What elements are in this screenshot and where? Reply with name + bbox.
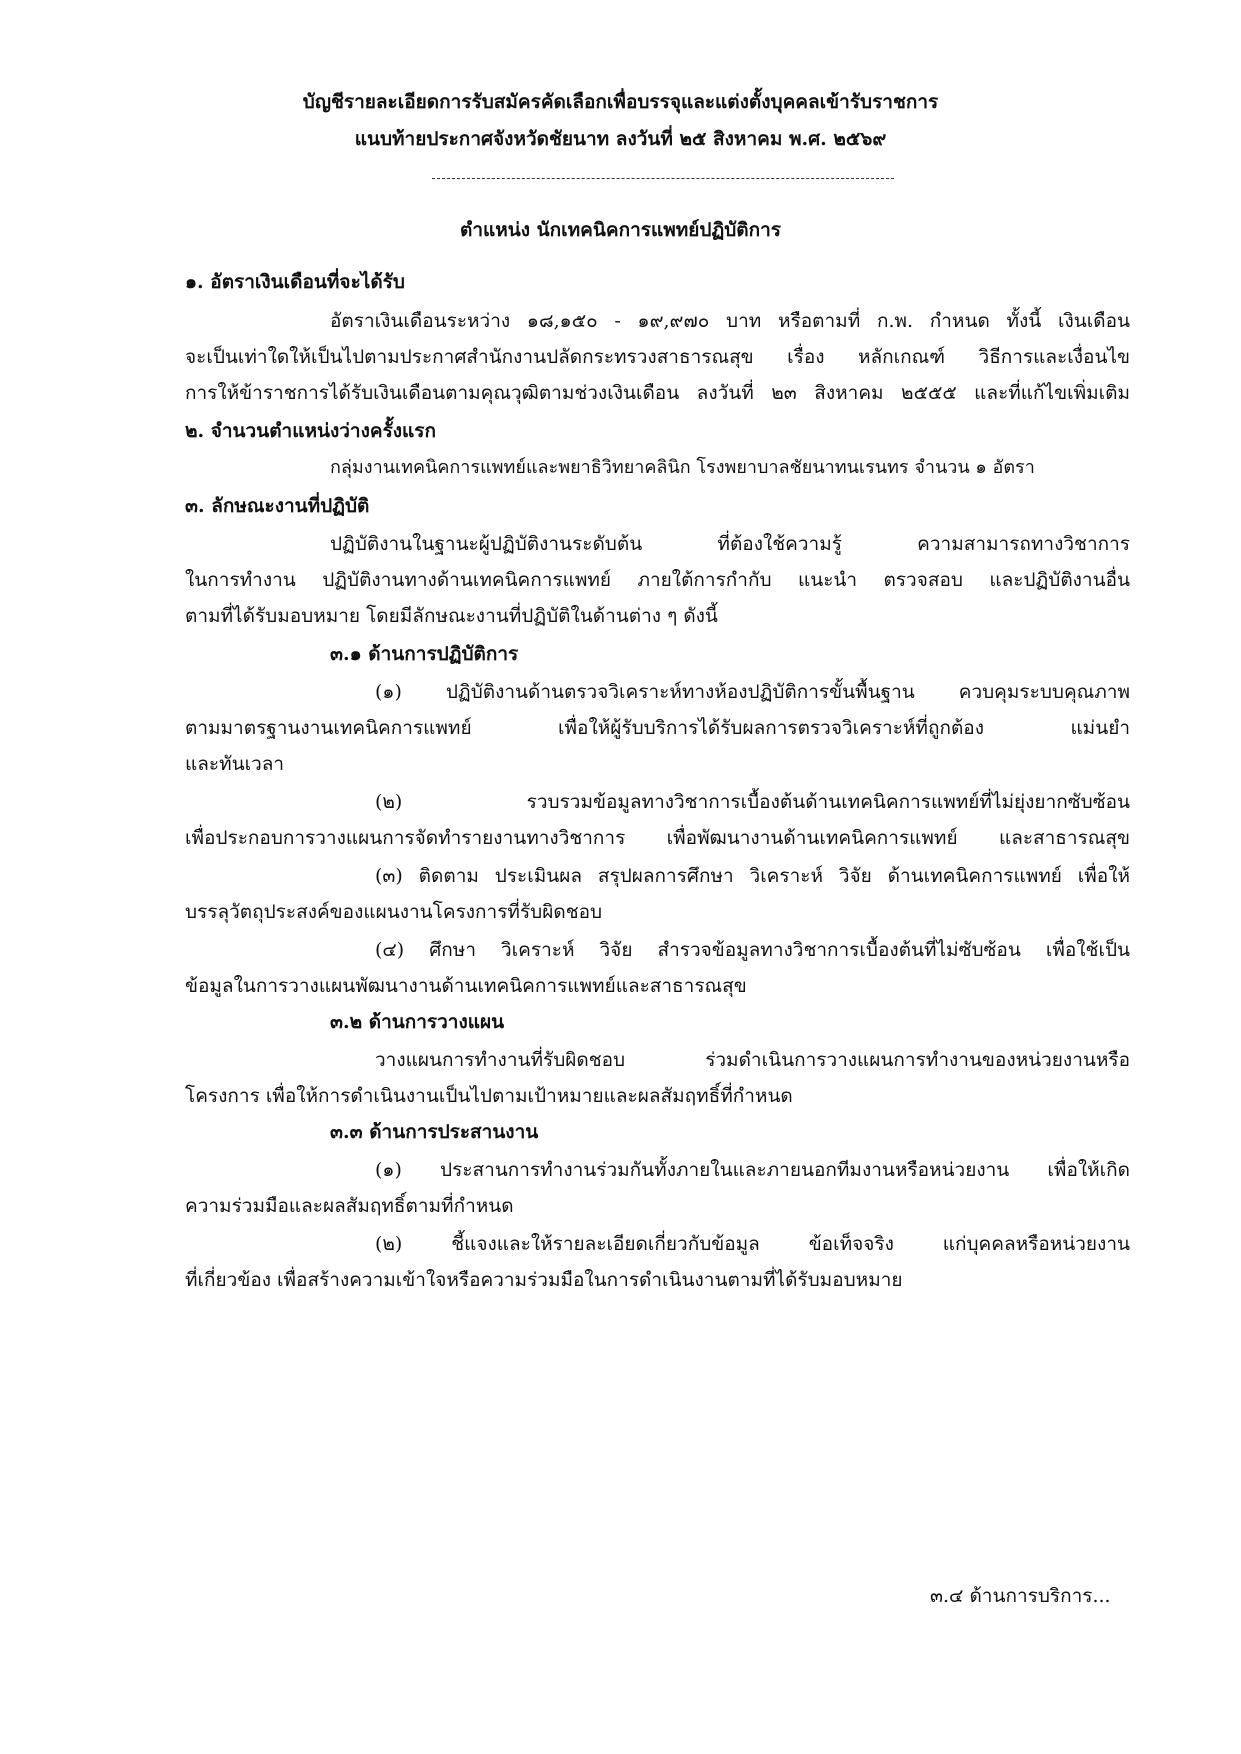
subsection-3-2-line: โครงการ เพื่อให้การดำเนินงานเป็นไปตามเป้าหมายและผลสัมฤทธิ์ที่กำหนด [185, 1085, 793, 1107]
section3-intro-line: ในการทำงาน ปฏิบัติงานทางด้านเทคนิคการแพทย์ ภายใต้การกำกับ แนะนำ ตรวจสอบ และปฏิบัติงานอื่น [185, 569, 1130, 591]
subsection-3-1-heading: ๓.๑ ด้านการปฏิบัติการ [330, 643, 519, 665]
header-divider [432, 178, 894, 179]
subsection-3-1-item-line: เพื่อประกอบการวางแผนการจัดทำรายงานทางวิชาการ เพื่อพัฒนางานด้านเทคนิคการแพทย์ และสาธารณสุข [185, 827, 1130, 849]
subsection-3-3-item-line: ที่เกี่ยวข้อง เพื่อสร้างความเข้าใจหรือความร่วมมือในการดำเนินงานตามที่ได้รับมอบหมาย [185, 1269, 903, 1291]
section2-heading: ๒. จำนวนตำแหน่งว่างครั้งแรก [185, 420, 437, 442]
section1-heading: ๑. อัตราเงินเดือนที่จะได้รับ [185, 271, 405, 293]
section1-text-line: อัตราเงินเดือนระหว่าง ๑๘,๑๕๐ - ๑๙,๙๗๐ บาท หรือตามที่ ก.พ. กำหนด ทั้งนี้ เงินเดือน [330, 310, 1130, 332]
document-title-line1: บัญชีรายละเอียดการรับสมัครคัดเลือกเพื่อบรรจุและแต่งตั้งบุคคลเข้ารับราชการ [302, 91, 939, 113]
subsection-3-2-heading: ๓.๒ ด้านการวางแผน [330, 1011, 505, 1033]
subsection-3-1-item-line: (๒) รวบรวมข้อมูลทางวิชาการเบื้องต้นด้านเทคนิคการแพทย์ที่ไม่ยุ่งยากซับซ้อน [375, 791, 1130, 813]
subsection-3-1-item-line: (๓) ติดตาม ประเมินผล สรุปผลการศึกษา วิเคราะห์ วิจัย ด้านเทคนิคการแพทย์ เพื่อให้ [375, 865, 1130, 887]
section1-text-line: จะเป็นเท่าใดให้เป็นไปตามประกาศสำนักงานปลัดกระทรวงสาธารณสุข เรื่อง หลักเกณฑ์ วิธีการและเงื่อนไข [185, 346, 1130, 368]
continuation-note: ๓.๔ ด้านการบริการ... [930, 1585, 1111, 1607]
subsection-3-1-item-line: บรรลุวัตถุประสงค์ของแผนงานโครงการที่รับผิดชอบ [185, 901, 603, 923]
subsection-3-1-item-line: ตามมาตรฐานงานเทคนิคการแพทย์ เพื่อให้ผู้รับบริการได้รับผลการตรวจวิเคราะห์ที่ถูกต้อง แม่นยำ [185, 717, 1130, 739]
section3-intro-line: ตามที่ได้รับมอบหมาย โดยมีลักษณะงานที่ปฏิบัติในด้านต่าง ๆ ดังนี้ [185, 605, 718, 627]
subsection-3-3-item-line: (๑) ประสานการทำงานร่วมกันทั้งภายในและภายนอกทีมงานหรือหน่วยงาน เพื่อให้เกิด [375, 1159, 1130, 1181]
subsection-3-3-heading: ๓.๓ ด้านการประสานงาน [330, 1121, 539, 1143]
subsection-3-1-item-line: ข้อมูลในการวางแผนพัฒนางานด้านเทคนิคการแพทย์และสาธารณสุข [185, 975, 747, 997]
section3-heading: ๓. ลักษณะงานที่ปฏิบัติ [185, 495, 370, 517]
position-title: ตำแหน่ง นักเทคนิคการแพทย์ปฏิบัติการ [460, 219, 781, 241]
section2-text-line: กลุ่มงานเทคนิคการแพทย์และพยาธิวิทยาคลินิก โรงพยาบาลชัยนาทนเรนทร จำนวน ๑ อัตรา [330, 457, 1035, 478]
document-title-line2: แนบท้ายประกาศจังหวัดชัยนาท ลงวันที่ ๒๕ สิงหาคม พ.ศ. ๒๕๖๙ [354, 128, 887, 150]
section3-intro-line: ปฏิบัติงานในฐานะผู้ปฏิบัติงานระดับต้น ที่ต้องใช้ความรู้ ความสามารถทางวิชาการ [330, 533, 1130, 555]
subsection-3-3-item-line: ความร่วมมือและผลสัมฤทธิ์ตามที่กำหนด [185, 1195, 514, 1217]
subsection-3-1-item-line: (๑) ปฏิบัติงานด้านตรวจวิเคราะห์ทางห้องปฏิบัติการขั้นพื้นฐาน ควบคุมระบบคุณภาพ [375, 681, 1130, 703]
section1-text-line: การให้ข้าราชการได้รับเงินเดือนตามคุณวุฒิตามช่วงเงินเดือน ลงวันที่ ๒๓ สิงหาคม ๒๕๕๕ และที่แก้ไขเพิ่มเติม [185, 382, 1130, 404]
subsection-3-1-item-line: และทันเวลา [185, 753, 285, 775]
subsection-3-1-item-line: (๔) ศึกษา วิเคราะห์ วิจัย สำรวจข้อมูลทางวิชาการเบื้องต้นที่ไม่ซับซ้อน เพื่อใช้เป็น [375, 939, 1130, 961]
subsection-3-3-item-line: (๒) ชี้แจงและให้รายละเอียดเกี่ยวกับข้อมูล ข้อเท็จจริง แก่บุคคลหรือหน่วยงาน [375, 1233, 1130, 1255]
subsection-3-2-line: วางแผนการทำงานที่รับผิดชอบ ร่วมดำเนินการวางแผนการทำงานของหน่วยงานหรือ [375, 1049, 1130, 1071]
